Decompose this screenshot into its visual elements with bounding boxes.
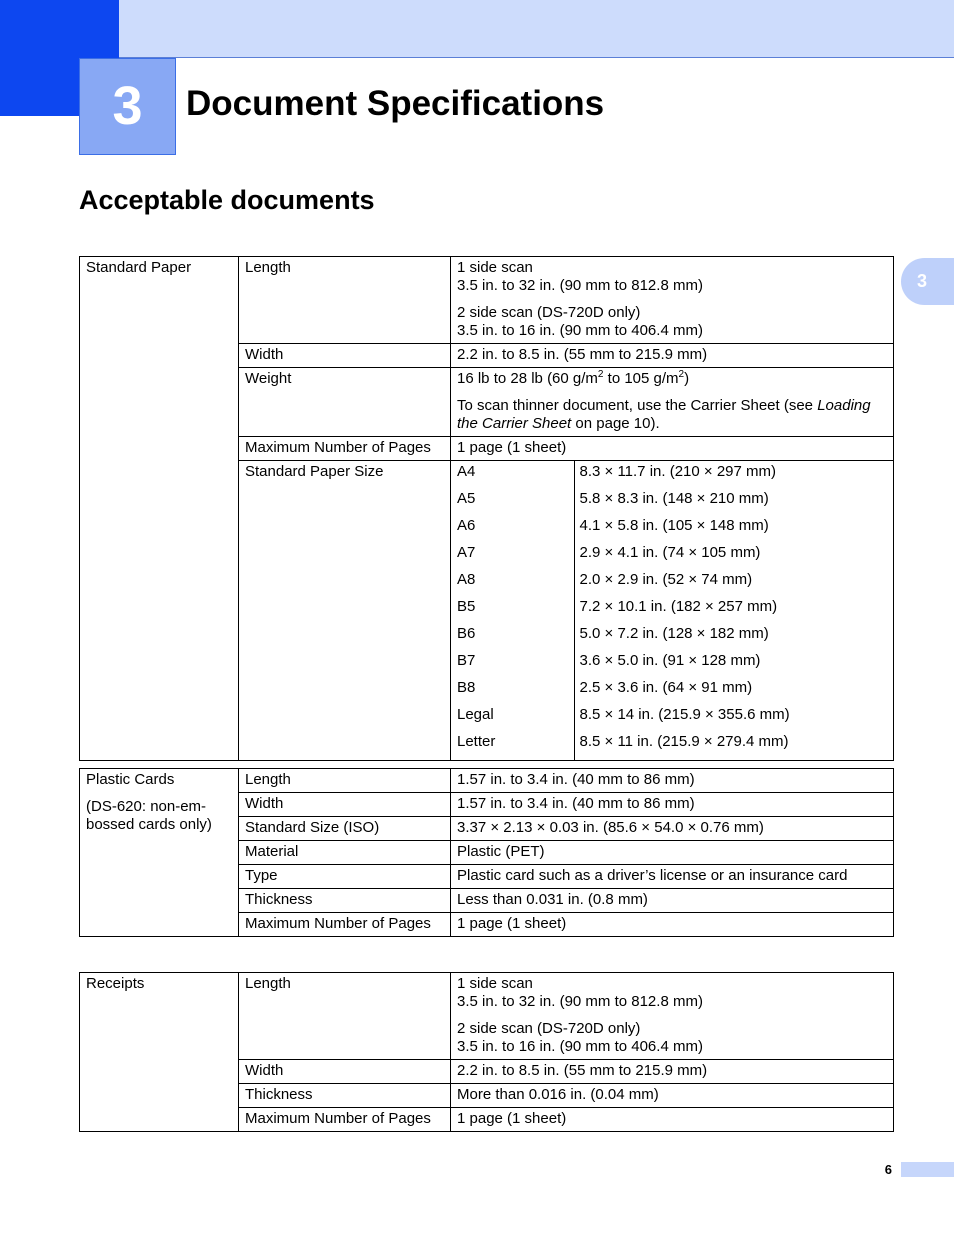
paper-size-value: 3.6 × 5.0 in. (91 × 128 mm): [579, 652, 761, 669]
spec-label: Thickness: [239, 889, 451, 913]
category-cell-empty: [80, 437, 239, 461]
spec-value: Less than 0.031 in. (0.8 mm): [451, 889, 894, 913]
spec-label: Standard Paper Size: [239, 461, 451, 761]
paper-size-name: B6: [451, 623, 574, 650]
table-row: [80, 257, 894, 344]
paper-size-row: [451, 569, 893, 596]
page-number-bar: [901, 1162, 954, 1177]
paper-size-value: 5.8 × 8.3 in. (148 × 210 mm): [579, 490, 769, 507]
spec-value: 1.57 in. to 3.4 in. (40 mm to 86 mm): [451, 793, 894, 817]
spec-label: Width: [239, 1060, 451, 1084]
weight-value: [457, 370, 887, 388]
paper-size-name: A5: [451, 488, 574, 515]
paper-size-value: 2.0 × 2.9 in. (52 × 74 mm): [579, 571, 753, 588]
weight-text-b: to 105 g/m: [603, 370, 679, 387]
spec-value: 1 page (1 sheet): [451, 1108, 894, 1132]
paper-size-row: [451, 731, 893, 760]
spec-value: Plastic card such as a driver’s license or an insurance card: [451, 865, 894, 889]
table-row: [80, 461, 894, 761]
category-note: (DS-620: non-em-bossed cards only): [86, 798, 212, 833]
table-row: [80, 973, 894, 1060]
spec-value: 2.2 in. to 8.5 in. (55 mm to 215.9 mm): [451, 1060, 894, 1084]
length-2-value: 3.5 in. to 16 in. (90 mm to 406.4 mm): [457, 1038, 703, 1055]
weight-text-c: ): [684, 370, 690, 387]
paper-size-name: Letter: [451, 731, 574, 760]
weight-text-a: 16 lb to 28 lb (60 g/m: [457, 370, 598, 387]
paper-size-row: [451, 515, 893, 542]
spec-label: Standard Size (ISO): [239, 817, 451, 841]
header-band: [119, 0, 954, 58]
note-text-b: on page 10).: [571, 415, 660, 432]
paper-size-name: A7: [451, 542, 574, 569]
paper-size-value: 8.5 × 11 in. (215.9 × 279.4 mm): [579, 733, 789, 750]
paper-size-value: 7.2 × 10.1 in. (182 × 257 mm): [579, 598, 778, 615]
weight-sup-2: 2: [678, 369, 685, 380]
paper-size-name: A4: [451, 461, 574, 488]
spec-label: Thickness: [239, 1084, 451, 1108]
paper-size-value: 2.9 × 4.1 in. (74 × 105 mm): [579, 544, 761, 561]
length-2-title: 2 side scan (DS-720D only): [457, 1020, 641, 1037]
length-1-value: 3.5 in. to 32 in. (90 mm to 812.8 mm): [457, 277, 703, 294]
section-title: Acceptable documents: [79, 185, 375, 215]
category-cell: Receipts: [80, 973, 239, 1132]
paper-size-row: [451, 704, 893, 731]
paper-size-name: B5: [451, 596, 574, 623]
category-cell: [80, 769, 239, 937]
spec-label: Maximum Number of Pages: [239, 913, 451, 937]
spec-label: Type: [239, 865, 451, 889]
length-1-value: 3.5 in. to 32 in. (90 mm to 812.8 mm): [457, 993, 703, 1010]
spec-value: 1.57 in. to 3.4 in. (40 mm to 86 mm): [451, 769, 894, 793]
spec-value: More than 0.016 in. (0.04 mm): [451, 1084, 894, 1108]
spec-label: Weight: [239, 368, 451, 437]
receipts-table: [79, 972, 894, 1132]
length-2-title: 2 side scan (DS-720D only): [457, 304, 641, 321]
spec-value: 1 page (1 sheet): [451, 437, 894, 461]
paper-size-name: B7: [451, 650, 574, 677]
plastic-cards-table: [79, 768, 894, 937]
spec-label: Length: [239, 973, 451, 1060]
spec-value: [451, 257, 894, 344]
chapter-title: Document Specifications: [186, 84, 605, 123]
note-text-a: To scan thinner document, use the Carrier Sheet (see: [457, 397, 818, 414]
chapter-side-tab[interactable]: 3: [901, 258, 954, 305]
paper-size-name: B8: [451, 677, 574, 704]
spec-label: Width: [239, 344, 451, 368]
category-cell-empty: [80, 461, 239, 761]
spec-label: Length: [239, 769, 451, 793]
spec-value: [451, 368, 894, 437]
category-cell-empty: [80, 368, 239, 437]
spec-label: Maximum Number of Pages: [239, 1108, 451, 1132]
category-cell: Standard Paper: [80, 257, 239, 344]
paper-size-row: [451, 677, 893, 704]
category-cell-empty: [80, 344, 239, 368]
length-2-value: 3.5 in. to 16 in. (90 mm to 406.4 mm): [457, 322, 703, 339]
spec-label: Material: [239, 841, 451, 865]
spec-label: Length: [239, 257, 451, 344]
chapter-number-box: 3: [79, 58, 176, 155]
standard-paper-table: [79, 256, 894, 761]
paper-size-row: [451, 461, 893, 488]
paper-size-value: 8.5 × 14 in. (215.9 × 355.6 mm): [579, 706, 790, 723]
paper-size-list: [451, 461, 893, 760]
paper-size-row: [451, 596, 893, 623]
paper-size-name: A6: [451, 515, 574, 542]
paper-size-name: Legal: [451, 704, 574, 731]
paper-size-cell: [451, 461, 894, 761]
carrier-sheet-link[interactable]: Loading the Carrier Sheet: [457, 397, 871, 432]
spec-value: 2.2 in. to 8.5 in. (55 mm to 215.9 mm): [451, 344, 894, 368]
paper-size-name: A8: [451, 569, 574, 596]
length-1-title: 1 side scan: [457, 975, 533, 992]
spec-label: Maximum Number of Pages: [239, 437, 451, 461]
carrier-sheet-note: [457, 397, 887, 433]
paper-size-value: 8.3 × 11.7 in. (210 × 297 mm): [579, 463, 777, 480]
paper-size-value: 2.5 × 3.6 in. (64 × 91 mm): [579, 679, 753, 696]
weight-sup-1: 2: [597, 369, 604, 380]
paper-size-row: [451, 650, 893, 677]
spec-label: Width: [239, 793, 451, 817]
table-row: [80, 368, 894, 437]
spec-value: Plastic (PET): [451, 841, 894, 865]
spec-value: 3.37 × 2.13 × 0.03 in. (85.6 × 54.0 × 0.76 mm): [451, 817, 894, 841]
table-row: [80, 437, 894, 461]
paper-size-row: [451, 542, 893, 569]
category-label: Plastic Cards: [86, 771, 175, 788]
paper-size-value: 4.1 × 5.8 in. (105 × 148 mm): [579, 517, 769, 534]
table-row: [80, 344, 894, 368]
paper-size-value: 5.0 × 7.2 in. (128 × 182 mm): [579, 625, 769, 642]
page-number: 6: [884, 1162, 892, 1177]
length-1-title: 1 side scan: [457, 259, 533, 276]
table-row: [80, 769, 894, 793]
paper-size-row: [451, 623, 893, 650]
spec-value: [451, 973, 894, 1060]
paper-size-row: [451, 488, 893, 515]
spec-value: 1 page (1 sheet): [451, 913, 894, 937]
